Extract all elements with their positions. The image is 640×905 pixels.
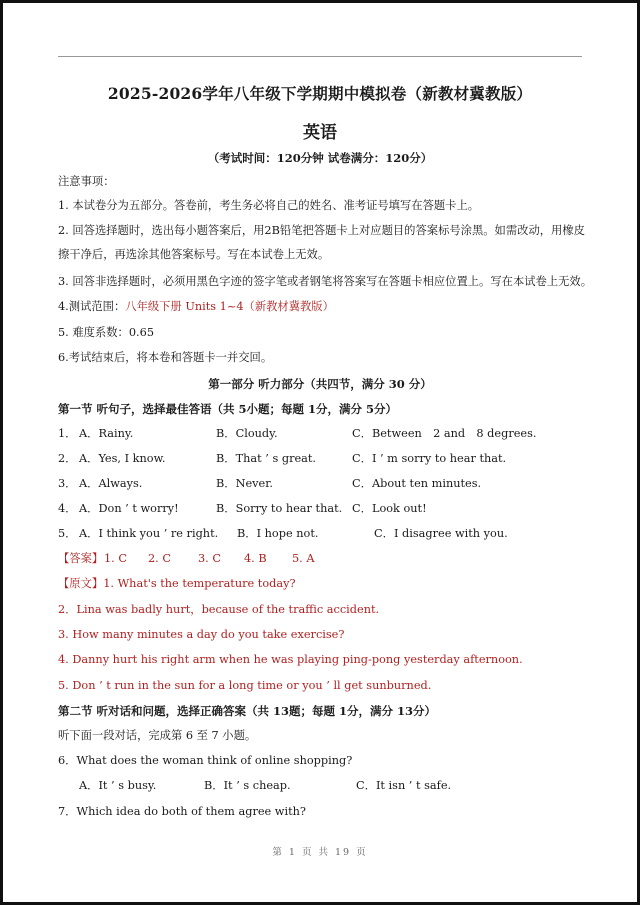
script-line-2: 2．Lina was badly hurt，because of the traffic accident. [58, 603, 380, 616]
question-6-option-b: B．It ’ s cheap. [204, 779, 291, 792]
answer-5: 5. A [292, 552, 315, 565]
script-line-5: 5. Don ’ t run in the sun for a long time or you ’ ll get sunburned. [58, 679, 432, 692]
question-4-option-b: B．Sorry to hear that. [216, 502, 343, 515]
script-line-1 [58, 577, 296, 591]
question-1-option-a: A．Rainy. [79, 427, 134, 440]
question-2-number: 2． [58, 452, 77, 465]
note-item-3: 3. 回答非选择题时，必须用黑色字迹的签字笔或者钢笔将答案写在答题卡相应位置上。写在本试卷上无效。 [58, 275, 593, 288]
notes-heading: 注意事项： [58, 175, 115, 188]
question-3-option-b: B．Never. [216, 477, 273, 490]
subject-title: 英语 [303, 123, 337, 143]
question-1-number: 1． [58, 427, 77, 440]
question-5-number: 5． [58, 527, 77, 540]
question-6-option-c: C．It isn ’ t safe. [356, 779, 452, 792]
note-item-6: 6.考试结束后，将本卷和答题卡一并交回。 [58, 351, 273, 364]
question-6: 6．What does the woman think of online shopping? [58, 754, 353, 767]
answer-1: 1. C [104, 552, 128, 565]
script-label: 【原文】 [58, 577, 104, 590]
question-1-option-b: B．Cloudy. [216, 427, 278, 440]
test-scope: 八年级下册 Units 1~4（新教材冀教版） [125, 300, 334, 313]
script-line-3: 3. How many minutes a day do you take exercise? [58, 628, 345, 641]
note-item-4 [58, 300, 334, 314]
answer-label: 【答案】 [58, 552, 104, 565]
question-4-option-a: A．Don ’ t worry! [79, 502, 179, 515]
question-2-option-a: A．Yes, I know. [79, 452, 166, 465]
answer-2: 2. C [148, 552, 172, 565]
exam-time-info: （考试时间：120分钟 试卷满分：120分） [207, 151, 433, 165]
question-4-number: 4． [58, 502, 77, 515]
section2-intro: 听下面一段对话，完成第 6 至 7 小题。 [58, 729, 257, 742]
question-4-option-c: C．Look out! [352, 502, 427, 515]
question-3-option-c: C．About ten minutes. [352, 477, 482, 490]
question-5-option-a: A．I think you ’ re right. [79, 527, 219, 540]
section2-heading: 第二节 听对话和问题，选择正确答案（共 13题；每题 1分，满分 13分） [58, 704, 437, 718]
question-2-option-b: B．That ’ s great. [216, 452, 317, 465]
question-2-option-c: C．I ’ m sorry to hear that. [352, 452, 507, 465]
question-5-option-c: C．I disagree with you. [374, 527, 508, 540]
note-item-5: 5. 难度系数：0.65 [58, 326, 155, 339]
note-item-1: 1. 本试卷分为五部分。答卷前，考生务必将自己的姓名、准考证号填写在答题卡上。 [58, 199, 480, 212]
answer-3: 3. C [198, 552, 222, 565]
question-1-option-c: C．Between 2 and 8 degrees. [352, 427, 537, 440]
question-7: 7．Which idea do both of them agree with? [58, 805, 306, 818]
header-rule [58, 56, 582, 57]
note-item-4-prefix: 4.测试范围： [58, 300, 126, 313]
question-6-option-a: A．It ’ s busy. [79, 779, 157, 792]
question-3-number: 3． [58, 477, 77, 490]
answer-4: 4. B [244, 552, 267, 565]
script-line-4: 4. Danny hurt his right arm when he was playing ping-pong yesterday afternoon. [58, 653, 523, 666]
page-number-footer: 第 1 页 共 19 页 [272, 847, 368, 858]
part1-heading: 第一部分 听力部分（共四节，满分 30 分） [208, 377, 432, 391]
question-3-option-a: A．Always. [79, 477, 143, 490]
question-5-option-b: B．I hope not. [237, 527, 319, 540]
exam-title: 2025-2026学年八年级下学期期中模拟卷（新教材冀教版） [107, 84, 533, 103]
script-text-1: 1. What's the temperature today? [103, 577, 296, 590]
note-item-2: 2. 回答选择题时，选出每小题答案后，用2B铅笔把答题卡上对应题目的答案标号涂黑。如需改动，用橡皮擦干净后，再选涂其他答案标号。写在本试卷上无效。 [58, 224, 585, 261]
section1-heading: 第一节 听句子，选择最佳答语（共 5小题；每题 1分，满分 5分） [58, 402, 398, 416]
